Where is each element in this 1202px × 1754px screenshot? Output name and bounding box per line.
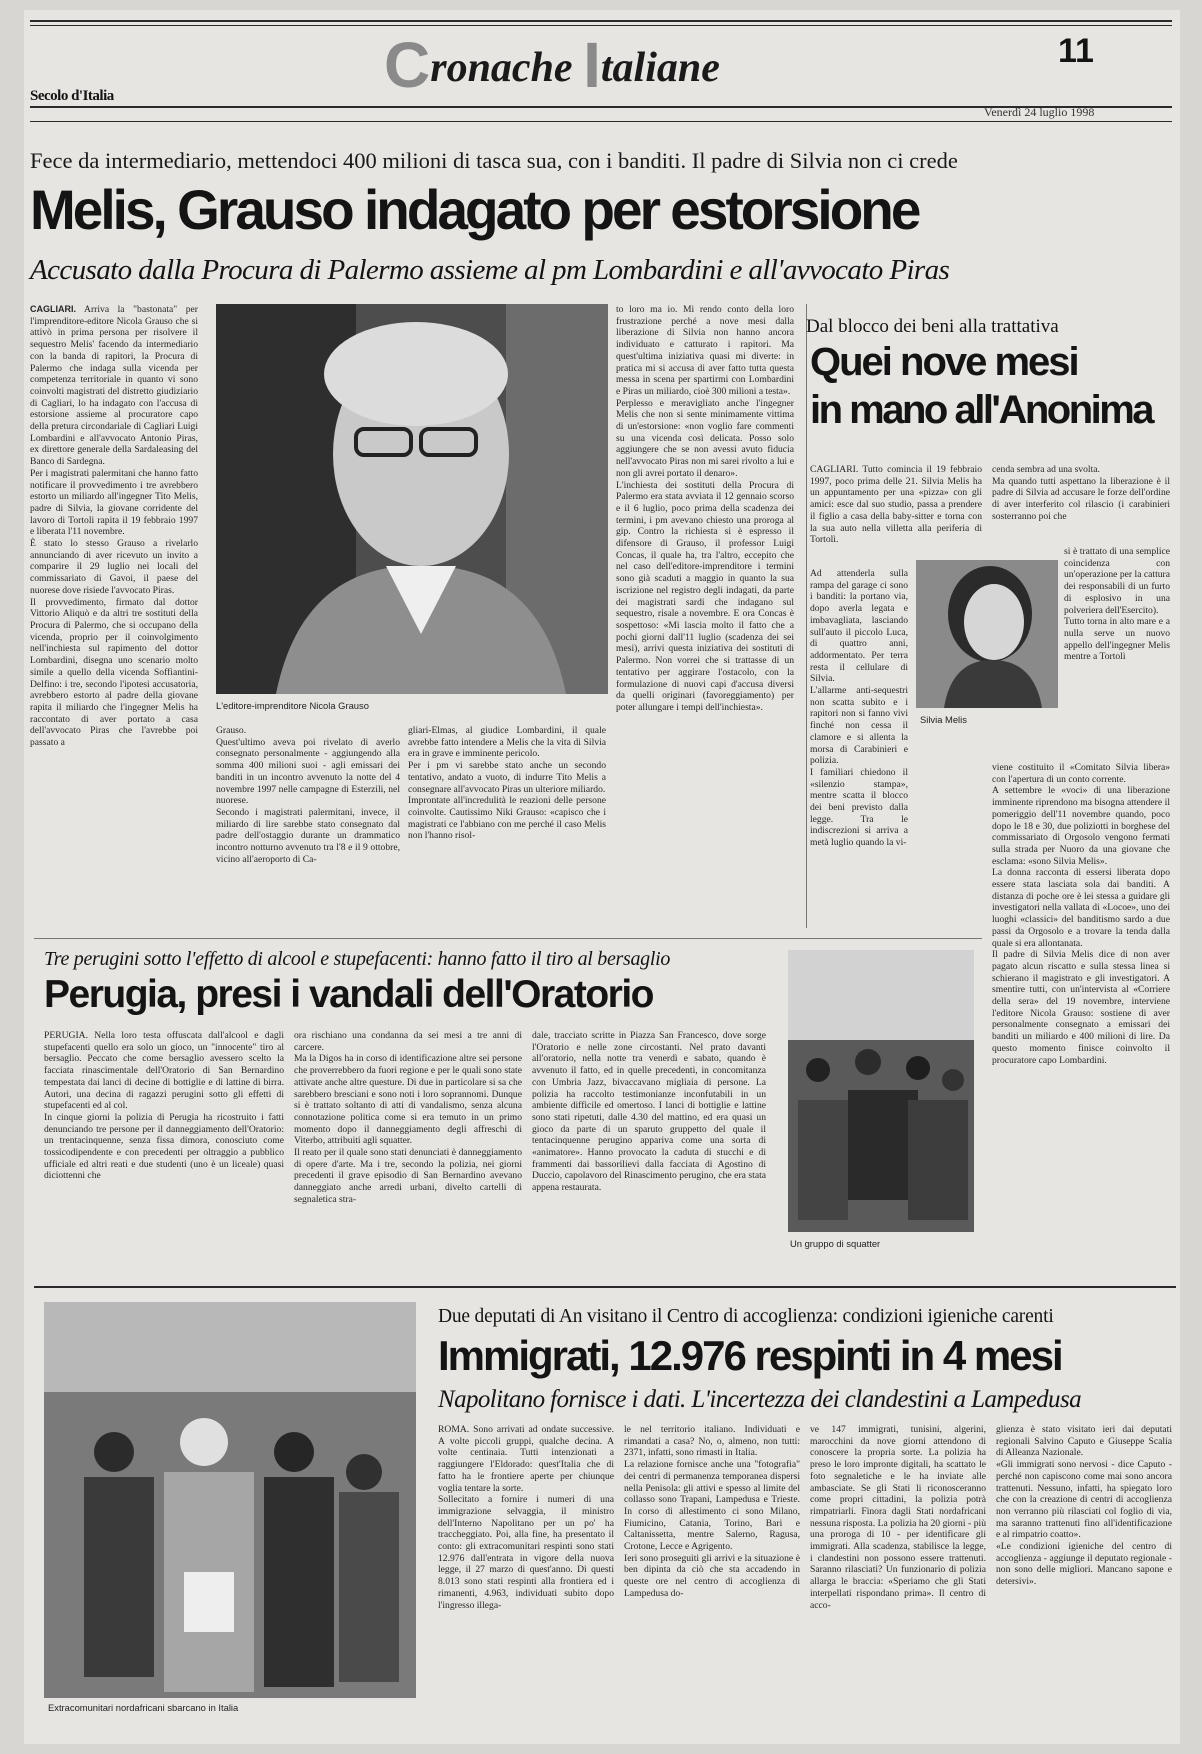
silvia-portrait-icon <box>916 560 1058 708</box>
article1-subheadline: Accusato dalla Procura di Palermo assieme al pm Lombardini e all'avvocato Piras <box>30 254 950 286</box>
newspaper-name: Secolo d'Italia <box>30 88 114 104</box>
section-cap-i: I <box>583 29 601 101</box>
immigrants-group-icon <box>44 1302 416 1698</box>
article2-headline-line2: in mano all'Anonima <box>810 388 1153 432</box>
article3-column-2: ora rischiano una condanna da sei mesi a tre anni di carcere. Ma la Digos ha in corso di identificazione altre sei persone che proverrebbero da fuori regione e per le quali sono state attivate anche altre questure. Di due in particolare si sa che sarebbero bresciani e sono noti i loro soprannomi. Dunque si è trattato soltanto di atti di vandalismo, senza alcuna connotazione politica come si era temuto in un primo momento dopo il danneggiamento degli affreschi di Viterbo, attribuiti agli squatter. Il reato per il quale sono stati denunciati è danneggiamento di opere d'arte. Ma i tre, secondo la polizia, nei giorni precedenti il grave episodio di San Bernardino avevano danneggiato anche arredi urbani, divelto cartelli di segnaletica stra- <box>294 1030 522 1205</box>
article1-column-4: to loro ma io. Mi rendo conto della loro frustrazione perché a nove mesi dalla liberazione di Silvia non hanno ancora individuato e catturato i rapitori. Ma quest'ultima iniziativa quasi mi diverte: in pratica mi si accusa di aver fatto tutta questa messa in scena per spartirmi con Lombardini e Piras un miliardo, cioè 300 milioni a testa». Perplesso e meravigliato anche l'ingegner Melis che non si sente minimamente vittima di un'estorsione: «non voglio fare commenti su una vicenda così delicata. Posso solo aggiungere che se non avessi avuto fiducia nell'avvocato Piras non mi sarei rivolto a lui e non gli avrei portato il denaro». L'inchiesta dei sostituti della Procura di Palermo era stata avviata il 12 gennaio scorso e il 6 luglio, poco prima della scadenza dei termini, i pm avevano chiesto una proroga al gip. Contro la richiesta si è espresso il difensore di Grauso, il professor Luigi Concas, il quale ha, tra l'altro, eccepito che nel caso dell'editore-imprenditore i termini sono già scaduti a maggio in quanto la sua iscrizione nel registro degli indagati, da parte dei magistrati sardi che indagano sul sequestro, risale a novembre. E ora Concas è sospettoso: «Mi lascia molto il fatto che a pochi giorni dall'11 luglio (scadenza dei sei mesi), arrivi questa iniziativa dei sostituti di Palermo. Non vorrei che si trattasse di un tentativo per aggirare l'ostacolo, con la formulazione di nuovi capi d'accusa diversi da quelli originari (favoreggiamento) per poter allungare i tempi dell'inchiesta». <box>616 304 794 713</box>
article3-column-1: PERUGIA. Nella loro testa offuscata dall'alcool e dagli stupefacenti quello era solo un gioco, un "innocente" tiro al bersaglio. Peccato che come bersaglio avessero scelto la facciata rinascimentale dell'Oratorio di San Bernardino tempestata dai lanci di decine di bottiglie e di lattine di birra. Autori, una decina di ragazzi perugini sotto gli effetti di stupefacenti ed al col. In cinque giorni la polizia di Perugia ha ricostruito i fatti denunciando tre persone per il danneggiamento dell'Oratorio: un trentacinquenne, senza fissa dimora, conosciuto come tossicodipendente e con precedenti per oltraggio a pubblico ufficiale ed altri reati e due studenti (uno è un liceale) quasi diciottenni che <box>44 1030 284 1182</box>
article2-column-1-bottom: Ad attenderla sulla rampa del garage ci sono i banditi: la portano via, dopo averla legata e imbavagliata, lasciando sull'auto il piccolo Luca, di quattro anni, addormentato. Per terra resta il cellulare di Silvia. L'allarme anti-sequestri non scatta subito e i rapitori non si fanno vivi finché non cessa il clamore e si allenta la morsa di Carabinieri e polizia. I familiari chiedono il «silenzio stampa», mentre scatta il blocco dei beni previsto dalla legge. Tra le indiscrezioni si arriva a metà luglio quando la vi- <box>810 568 908 849</box>
silvia-photo <box>916 560 1058 708</box>
article1-divider <box>806 304 807 928</box>
article1-headline: Melis, Grauso indagato per estorsione <box>30 178 919 241</box>
squatter-crowd-icon <box>788 950 974 1232</box>
article4-column-3: ve 147 immigrati, tunisini, algerini, marocchini da nove giorni attendono di conoscere la propria sorte. La polizia ha preso le loro impronte digitali, ha scattato le foto segnaletiche e le ha inviate alle ambasciate. Se gli Stati li riconosceranno come propri cittadini, la polizia potrà rimpatriarli. Finora dagli Stati nordafricani nessuna risposta. La polizia ha 20 giorni - più una proroga di 10 - per identificare gli immigrati. Alla scadenza, stabilisce la legge, i clandestini non possono essere trattenuti. Saranno rilasciati? Un funzionario di polizia allarga le braccia: «Speriamo che gli Stati interpellati rispondano prima». Il centro di acco- <box>810 1424 986 1611</box>
article1-kicker: Fece da intermediario, mettendoci 400 milioni di tasca sua, con i banditi. Il padre di Silvia non ci crede <box>30 148 958 173</box>
section-cap-c: C <box>384 29 431 101</box>
top-rule <box>30 20 1172 22</box>
article4-column-2: le nel territorio italiano. Individuati e rimandati a casa? No, o, almeno, non tutti: 2371, infatti, sono rimasti in Italia. La relazione fornisce anche una "fotografia" dei centri di permanenza temporanea dispersi nella Penisola: gli attivi e spesso al limite del collasso sono Trapani, Lampedusa e Trieste. In corso di allestimento ci sono Milano, Fiumicino, Catania, Torino, Bari e Caltanissetta, mentre Salerno, Ragusa, Crotone, Lecce e Agrigento. Ieri sono proseguiti gli arrivi e la situazione è ben dipinta da ciò che sta accadendo in queste ore nel centro di accoglienza di Lampedusa do- <box>624 1424 800 1599</box>
article2-column-2-top: cenda sembra ad una svolta. Ma quando tutti aspettano la liberazione è il padre di Silvia ad accusare le forze dell'ordine di aver interferito col rilascio (i carabinieri sosterranno poi che <box>992 464 1170 522</box>
squatter-photo-caption: Un gruppo di squatter <box>790 1238 881 1249</box>
article4-kicker: Due deputati di An visitano il Centro di accoglienza: condizioni igieniche carenti <box>438 1306 1054 1327</box>
article3-column-3: dale, tracciato scritte in Piazza San Francesco, dove sorge l'Oratorio e nelle zone circostanti. Nel prato davanti all'oratorio, nella notte tra venerdì e sabato, quando è avvenuto il fatto, ed in quelle precedenti, in concomitanza con Umbria Jazz, bivaccavano migliaia di persone. La polizia ha raccolto testimonianze inconfutabili in un ambiente difficile ed omertoso. I lanci di bottiglie e lattine sono stati ripetuti, dalle 4.30 del mattino, ed era quasi un gioco da parte di un sparuto gruppetto del quale il tentacinquenne perugino appariva come una sorta di «animatore». Hanno provocato la caduta di stucchi e di frammenti dai bassorilievi dalla facciata di Agostino di Duccio, capolavoro del Rinascimento perugino, che era stata appena restaurata. <box>532 1030 766 1194</box>
grauso-portrait-icon <box>216 304 608 694</box>
newspaper-page <box>24 10 1180 1744</box>
issue-date: Venerdì 24 luglio 1998 <box>984 105 1095 119</box>
page-number: 11 <box>1058 32 1094 70</box>
article4-column-4: glienza è stato visitato ieri dai deputati regionali Salvino Caputo e Giuseppe Scalia di Alleanza Nazionale. «Gli immigrati sono nervosi - dice Caputo - perché non capiscono come mai sono ancora trattenuti. Nessuno, infatti, ha spiegato loro che con la creazione di centri di accoglienza non verranno più rilasciati col foglio di via, ma saranno trattenuti fino all'identificazione e al rimpatrio coatto». «Le condizioni igieniche del centro di accoglienza - aggiunge il deputato regionale - non sono delle migliori. Mancano sapone e detersivi». <box>996 1424 1172 1588</box>
masthead-rule-2 <box>30 121 1172 122</box>
silvia-photo-caption: Silvia Melis <box>920 714 967 725</box>
article2-column-2-bottom: viene costituito il «Comitato Silvia libera» con l'apertura di un conto corrente. A settembre le «voci» di una liberazione imminente riprendono ma bisogna attendere il pomeriggio dell'11 novembre quando, poco dopo le 18 e 30, due poliziotti in borghese del commissariato di Orgosolo vengono fermati sulla strada per Nuoro da una giovane che esclama: «sono Silvia Melis». La donna racconta di essersi liberata dopo essere stata lasciata sola dai banditi. A distanza di poche ore è lei stessa a guidare gli investigatori nella vallata di «Locoe», uno dei luoghi «classici» del banditismo sardo a due passi da Orgosolo e a trovare la tenda dalla quale si era allontanata. Il padre di Silvia Melis dice di non aver pagato alcun riscatto e sulla stessa linea si schierano il magistrato e gli investigatori. A smentire tutti, con un'intervista al «Corriere della sera» del 19 novembre, interviene l'editore Nicola Grauso: sostiene di aver personalmente consegnato a emissari dei banditi un miliardo e 400 milioni di lire. Da questo momento finisce coinvolto il procuratore capo Lombardini. <box>992 762 1170 1066</box>
section-word-taliane: taliane <box>600 45 720 91</box>
article4-headline: Immigrati, 12.976 respinti in 4 mesi <box>438 1332 1062 1379</box>
article1-column-1 <box>30 304 198 928</box>
article3-headline: Perugia, presi i vandali dell'Oratorio <box>44 973 653 1016</box>
immigrants-photo-caption: Extracomunitari nordafricani sbarcano in Italia <box>48 1702 239 1713</box>
article2-column-1-top: CAGLIARI. Tutto comincia il 19 febbraio 1997, poco prima delle 21. Silvia Melis ha un appuntamento per una «pizza» con gli amici: esce dal suo studio, passa a prendere il figlio a casa della baby-sitter e torna con la sua auto nella villetta alla periferia di Tortolì. <box>810 464 982 546</box>
article2-column-2-narrow: si è trattato di una semplice coincidenza con un'operazione per la cattura dei responsabili di un furto di esplosivo in una polveriera dell'Esercito). Tutto torna in alto mare e a nulla serve un nuovo appello dell'ingegner Melis mentre a Tortolì <box>1064 546 1170 663</box>
article4-column-1: ROMA. Sono arrivati ad ondate successive. A volte piccoli gruppi, qualche decina. A volte centinaia. Tutti intenzionati a raggiungere l'Eldorado: quest'Italia che di fatto ha le frontiere aperte per chiunque voglia tentare la sorte. Sollecitato a fornire i numeri di una immigrazione selvaggia, il ministro dell'Interno Napolitano per un po' ha traccheggiato. Poi, alla fine, ha presentato il conto: gli extracomunitari respinti sono stati 12.976 dall'entrata in vigore della nuova legge, il 27 marzo di quest'anno. Di questi 8.013 sono stati respinti alla frontiera ed i rimanenti, 4.963, individuati subito dopo l'ingresso illega- <box>438 1424 614 1611</box>
section-title <box>384 28 720 101</box>
article2-headline-line1: Quei nove mesi <box>810 340 1078 384</box>
article3-top-rule <box>34 938 982 939</box>
squatter-photo <box>788 950 974 1232</box>
grauso-photo <box>216 304 608 694</box>
immigrants-photo <box>44 1302 416 1698</box>
grauso-photo-caption: L'editore-imprenditore Nicola Grauso <box>216 700 369 711</box>
article1-column-3: gliari-Elmas, al giudice Lombardini, il quale avrebbe fatto intendere a Melis che la vita di Silvia era in grave e imminente pericolo. Per i pm vi sarebbe stato anche un secondo tentativo, andato a vuoto, di indurre Tito Melis a consegnare all'avvocato Piras un ulteriore miliardo. Improntate all'incredulità le reazioni delle persone coinvolte. Cautissimo Niki Grauso: «capisco che i magistrati ce l'abbiano con me perché il caso Melis non l'hanno risol- <box>408 725 606 842</box>
article1-column-2: Grauso. Quest'ultimo aveva poi rivelato di averlo consegnato personalmente - aggiungendo alla somma 400 milioni suoi - agli emissari dei banditi in un incontro avvenuto la notte del 4 novembre 1997 nelle campagne di Esterzili, nel nuorese. Secondo i magistrati palermitani, invece, il miliardo di lire sarebbe stato consegnato dal padre dell'ostaggio durante un drammatico incontro notturno avvenuto tra l'8 e il 9 ottobre, vicino all'aeroporto di Ca- <box>216 725 400 865</box>
article4-top-rule <box>34 1286 1176 1288</box>
article2-kicker: Dal blocco dei beni alla trattativa <box>806 316 1059 337</box>
article4-subheadline: Napolitano fornisce i dati. L'incertezza dei clandestini a Lampedusa <box>438 1386 1081 1413</box>
article1-dateline: CAGLIARI. <box>30 304 76 314</box>
top-rule-thin <box>30 25 1172 26</box>
section-word-ronache: ronache <box>430 45 584 91</box>
article3-kicker: Tre perugini sotto l'effetto di alcool e stupefacenti: hanno fatto il tiro al bersaglio <box>44 948 671 970</box>
article1-col1-text: Arriva la "bastonata" per l'imprenditore-editore Nicola Grauso che si attivò in prima persona per risolvere il sequestro Melis' facendo da intermediario con la banda di rapitori, la Procura di Palermo che indaga sulla vicenda per competenza territoriale in quanto vi sono coinvolti magistrati del distretto giudiziario di Cagliari, lo ha indagato con l'accusa di estorsione assieme al procuratore capo della pretura circondariale di Cagliari Luigi Lombardini e all'avvocato Antonio Piras, ex direttore generale della Sardaleasing del Banco di Sardegna. Per i magistrati palermitani che hanno fatto notificare il provvedimento i tre avrebbero estorto un miliardo all'ingegner Tito Melis, padre di Silvia, la giovane corridente del lavoro di Tortolì rapita il 19 febbraio 1997 e liberata l'11 novembre. È stato lo stesso Grauso a rivelarlo annunciando di aver ricevuto un invito a comparire il 29 luglio nei locali del commissariato di Gavoi, il paese del nuorese dove risiede l'avvocato Piras. Il provvedimento, firmato dal dottor Vittorio Aliquò e da altri tre sostituti della Procura di Palermo, che si occupano della vicenda, proprio per il coinvolgimento nell'inchiesta sul rapimento del dottor Lombardini, disegna uno scenario molto simile a quello della vicenda Soffiantini-Delfino: i tre, secondo l'ipotesi accusatoria, avrebbero estorto al padre della giovane rapita il miliardo che l'ingegner Melis ha raccontato di aver portato a casa dell'avvocato Piras che l'avrebbe poi passato a <box>30 304 198 749</box>
